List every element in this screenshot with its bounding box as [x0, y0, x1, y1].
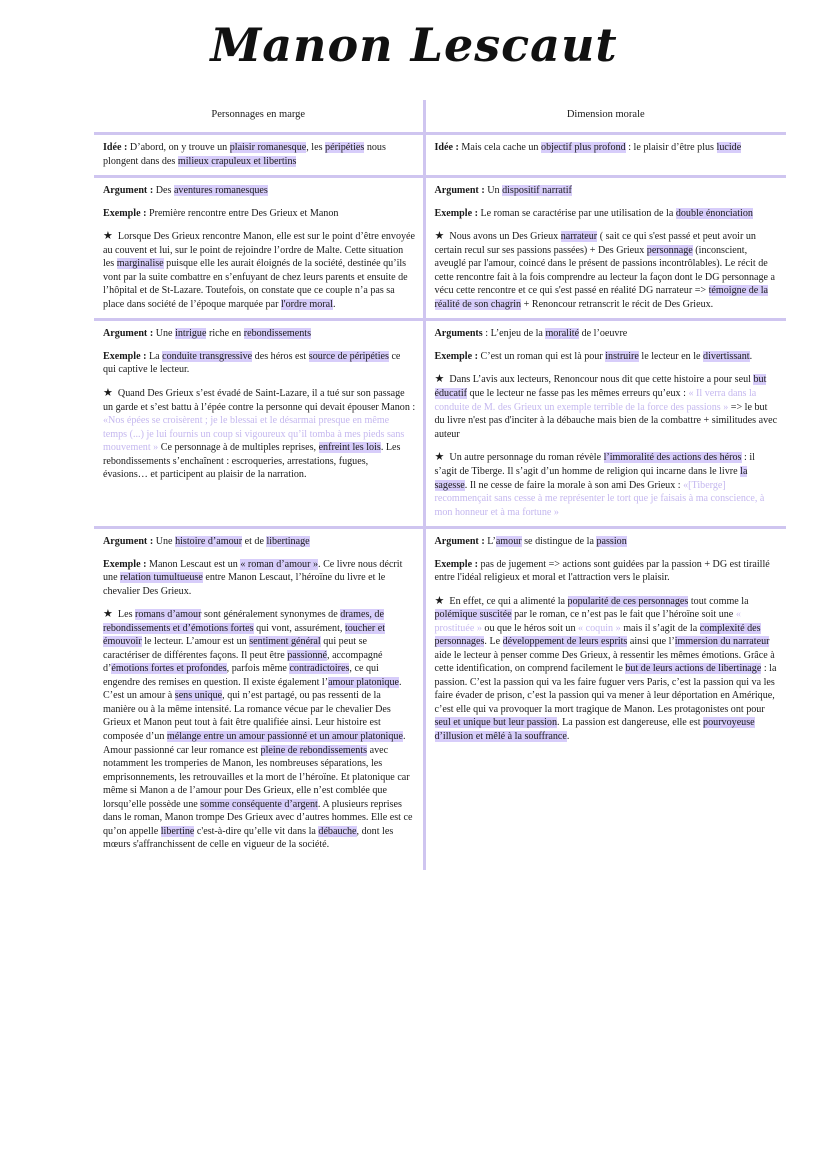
highlighted-text: rebondissements	[243, 328, 312, 340]
field-label: Exemple :	[103, 350, 147, 362]
field-label: Idée :	[434, 142, 459, 154]
text-span: Ce personnage à de multiples reprises,	[158, 442, 319, 454]
text-span: ainsi que l’	[627, 636, 675, 648]
text-span: , les	[306, 142, 326, 154]
text-span: . Ce livre nous décrit une	[103, 558, 403, 584]
text-span: .	[332, 298, 336, 310]
highlighted-text: but de leurs actions de libertinage	[625, 663, 762, 675]
paragraph	[435, 350, 780, 364]
paragraph	[435, 372, 780, 441]
text-span: Un autre personnage du roman révèle	[449, 452, 604, 464]
field-label: Exemple :	[434, 350, 478, 362]
text-span: de l’oeuvre	[579, 328, 628, 340]
highlighted-text: émotions fortes et profondes	[111, 663, 227, 675]
comparison-table	[94, 100, 786, 870]
table-row	[94, 177, 786, 320]
highlighted-text: popularité de ces personnages	[567, 595, 689, 607]
highlighted-text: double énonciation	[675, 207, 753, 219]
paragraph	[103, 184, 416, 198]
text-span: D’abord, on y trouve un	[127, 142, 230, 154]
table-header-row	[94, 100, 786, 134]
paragraph	[435, 450, 780, 519]
highlighted-text: polémique suscitée	[434, 609, 512, 621]
text-span: avec notamment les tromperies de Manon, les nombreuses séparations, les emprisonnements, les retrouvailles et la mort de l’héroïne. Et platonique car même si Manon a de l’amour pour Des Grieux, elle n’est comblée que lorsqu’elle possède une	[103, 744, 410, 810]
paragraph	[103, 327, 416, 341]
highlighted-text: histoire d’amour	[175, 536, 243, 548]
highlighted-text: source de péripéties	[308, 350, 389, 362]
paragraph	[435, 184, 780, 198]
text-span: riche en	[206, 328, 244, 340]
text-span: . Il ne cesse de faire la morale à son ami Des Grieux :	[464, 479, 684, 491]
text-span: Une	[153, 328, 176, 340]
highlighted-text: plaisir romanesque	[229, 142, 307, 154]
text-span: Les	[117, 609, 136, 621]
text-span: , parfois même	[226, 663, 290, 675]
quote: «Nos épées se croisèrent ; je le blessai et le désarmai presque en même temps (...) je lui fournis un coup si vigoureux qu’il tomba à mes pieds sans mouvement »	[103, 415, 405, 454]
text-span: c'est-à-dire qu’elle vit dans la	[194, 825, 319, 837]
page-title: Manon Lescaut	[210, 18, 618, 72]
star-icon: ★	[103, 386, 113, 399]
paragraph	[435, 594, 780, 744]
text-span: aide le lecteur à penser comme Des Grieux, à ressentir les mêmes émotions. Grâce à cette identification, on comprend facilement le	[434, 649, 775, 675]
text-span: se distingue de la	[521, 536, 597, 548]
highlighted-text: la sagesse	[434, 466, 748, 491]
text-span: mais il s’agit de la	[620, 622, 700, 634]
highlighted-text: mélange entre un amour passionné et un amour platonique	[166, 730, 403, 742]
text-span: ce qui captive le lecteur.	[103, 350, 401, 376]
highlighted-text: lucide	[716, 142, 742, 154]
cell-argument-right	[424, 320, 786, 528]
text-span: Dans L’avis aux lecteurs, Renoncour nous dit que cette histoire a pour seul	[449, 374, 754, 386]
field-label: Argument :	[434, 536, 485, 548]
header-left: Personnages en marge	[94, 100, 424, 134]
text-span: Manon Lescaut est un	[146, 558, 241, 570]
highlighted-text: narrateur	[560, 231, 598, 243]
text-span: que le lecteur ne fasse pas les mêmes erreurs qu’eux :	[467, 388, 689, 400]
paragraph	[103, 535, 416, 549]
quote: « prostituée »	[434, 609, 741, 634]
paragraph	[435, 327, 780, 341]
text-span: Mais cela cache un	[458, 142, 542, 154]
text-span: + Renoncour retranscrit le récit de Des Grieux.	[521, 298, 714, 310]
highlighted-text: passionné	[287, 649, 328, 661]
highlighted-text: contradictoires	[289, 663, 350, 675]
paragraph	[435, 229, 780, 311]
highlighted-text: drames, de rebondissements et d’émotions fortes	[103, 609, 384, 634]
highlighted-text: dispositif narratif	[502, 185, 572, 197]
highlighted-text: divertissant	[703, 350, 750, 362]
highlighted-text: milieux crapuleux et libertins	[177, 155, 297, 167]
text-span: Lorsque Des Grieux rencontre Manon, elle est sur le point d’être envoyée au couvent et lui, sur le point de rejoindre l’ordre de Malte. Cette situation les	[103, 231, 416, 270]
field-label: Exemple :	[103, 207, 147, 219]
text-span: le lecteur en le	[638, 350, 704, 362]
table-row	[94, 528, 786, 870]
highlighted-text: témoigne de la réalité de son chagrin	[434, 285, 769, 310]
table-row	[94, 134, 786, 177]
cell-argument-left	[94, 177, 424, 320]
text-span: tout comme la	[688, 595, 749, 607]
text-span: et de	[242, 536, 267, 548]
text-span: , dont les mœurs s'affranchissent de celle en vigueur de la société.	[103, 825, 394, 851]
text-span: C’est un roman qui est là pour	[477, 350, 606, 362]
highlighted-text: « roman d’amour »	[240, 558, 319, 570]
text-span: des héros est	[252, 350, 309, 362]
text-span: sont généralement synonymes de	[201, 609, 341, 621]
highlighted-text: amour	[495, 536, 522, 548]
highlighted-text: but éducatif	[434, 374, 767, 400]
highlighted-text: pleine de rebondissements	[260, 744, 368, 756]
highlighted-text: marginalise	[116, 258, 164, 270]
text-span: ( sait ce qui s'est passé et peut avoir un certain recul sur ses passions passées) + Des Grieux	[434, 231, 756, 256]
text-span: puisque elle les aurait éloignés de la société, destinée qu’ils vont par la suite combattre en s’enfuyant de chez leurs parents et ensuite de l’hôpital et de St-Lazare. Toutefois, on constate que ce couple n’a pas sa place dans société de l’époque marquée par	[103, 258, 408, 310]
highlighted-text: conduite transgressive	[162, 350, 253, 362]
text-span: , ce qui engendre des remises en question. Il existe également l’	[103, 663, 379, 688]
highlighted-text: immersion du narrateur	[674, 636, 770, 648]
paragraph	[103, 386, 416, 482]
star-icon: ★	[434, 230, 445, 243]
quote: «[Tiberge] recommençait sans cesse à me représenter le tort que je faisais à ma conscience, à mon honneur et à ma fortune »	[434, 479, 765, 518]
text-span: , accompagné d’	[103, 649, 383, 675]
star-icon: ★	[434, 594, 445, 607]
star-icon: ★	[434, 451, 445, 464]
highlighted-text: intrigue	[175, 328, 207, 340]
highlighted-text: moralité	[545, 328, 580, 340]
highlighted-text: pourvoyeuse d’illusion et mêlé à la souffrance	[434, 717, 755, 742]
text-span: . C’est un amour à	[103, 676, 402, 702]
highlighted-text: l'ordre moral	[280, 298, 333, 310]
text-span: , qui n’est partagé, ou pas ressenti de la manière ou à la même intensité. La romance vécue par le chevalier Des Grieux et Manon peut tout à fait être qualifiée ainsi. Leur histoire est composée d’un	[103, 690, 391, 742]
text-span: Des	[153, 185, 174, 197]
text-span: pas de jugement => actions sont guidées par la passion + DG est tiraillé entre l'idéal religieux et moral et l'attraction vers le plaisir.	[434, 558, 770, 584]
field-label: Argument :	[103, 328, 154, 340]
highlighted-text: libertine	[160, 825, 195, 837]
text-span: Un	[484, 185, 503, 197]
paragraph	[103, 229, 416, 311]
highlighted-text: l’immoralité des actions des héros	[603, 452, 742, 464]
header-right: Dimension morale	[566, 109, 645, 120]
field-label: Exemple :	[103, 558, 147, 570]
highlighted-text: complexité des personnages	[434, 622, 761, 648]
text-span: Première rencontre entre Des Grieux et Manon	[146, 207, 339, 219]
field-label: Arguments	[434, 328, 483, 340]
highlighted-text: personnage	[646, 244, 693, 256]
text-span: par le roman, ce n’est pas le fait que l’héroïne soit une	[511, 609, 736, 621]
field-label: Exemple :	[434, 558, 478, 570]
text-span: qui peut se caractériser de différentes façons. Il peut être	[103, 636, 367, 661]
highlighted-text: relation tumultueuse	[120, 572, 203, 584]
field-label: Exemple :	[434, 207, 478, 219]
text-span: entre Manon Lescaut, l’héroïne du livre et le chevalier Des Grieux.	[103, 572, 386, 597]
paragraph	[435, 558, 780, 585]
paragraph	[435, 535, 780, 549]
highlighted-text: aventures romanesques	[173, 185, 268, 197]
star-icon: ★	[434, 373, 445, 386]
quote: « Il verra dans la conduite de M. des Grieux un exemple terrible de la force des passions »	[434, 388, 757, 413]
text-span: . Amour passionné car leur romance est	[103, 730, 406, 756]
cell-argument-left	[94, 528, 424, 870]
text-span: En effet, ce qui a alimenté la	[449, 595, 568, 607]
highlighted-text: sens unique	[174, 690, 223, 702]
highlighted-text: amour platonique	[328, 676, 399, 688]
text-span: .	[566, 730, 570, 742]
highlighted-text: passion	[596, 536, 627, 548]
highlighted-text: sentiment général	[249, 636, 321, 648]
text-span: Le roman se caractérise par une utilisation de la	[477, 207, 676, 219]
table-row	[94, 320, 786, 528]
cell-idea-right	[424, 134, 786, 177]
paragraph	[103, 607, 416, 852]
highlighted-text: développement de leurs esprits	[502, 636, 628, 648]
text-span: La	[146, 350, 163, 362]
text-span: : il s’agit de Tiberge. Il s’agit d’un homme de religion qui incarne dans le livre	[434, 452, 755, 477]
text-span: . La passion est dangereuse, elle est	[557, 717, 704, 729]
text-span: Quand Des Grieux s’est évadé de Saint-Lazare, il a tué sur son passage un garde et s’est battu à l’épée contre la personne qui devait épouser Manon :	[103, 387, 416, 413]
text-span: : L’enjeu de la	[482, 328, 546, 340]
text-span: . A plusieurs reprises dans le roman, Manon trompe Des Grieux avec d’autres hommes. Elle est ce qu’on appelle	[103, 798, 413, 837]
text-span: : le plaisir d’être plus	[625, 142, 717, 154]
text-span: L’	[484, 536, 496, 548]
paragraph	[103, 141, 416, 168]
highlighted-text: débauche	[318, 825, 357, 837]
highlighted-text: enfreint les lois	[318, 442, 381, 454]
text-span: ou que le héros soit un	[481, 622, 579, 634]
highlighted-text: instruire	[605, 350, 639, 362]
text-span: nous plongent dans des	[103, 142, 386, 167]
star-icon: ★	[103, 608, 113, 621]
text-span: Une	[153, 536, 176, 548]
field-label: Argument :	[103, 536, 154, 548]
highlighted-text: objectif plus profond	[541, 142, 626, 154]
text-span: .	[749, 350, 753, 362]
highlighted-text: seul et unique but leur passion	[434, 717, 558, 729]
highlighted-text: romans d’amour	[135, 609, 202, 621]
quote: « coquin »	[578, 622, 621, 634]
paragraph	[103, 207, 416, 221]
paragraph	[103, 350, 416, 377]
cell-argument-right	[424, 177, 786, 320]
highlighted-text: somme conséquente d’argent	[200, 798, 318, 810]
text-span: . Le	[484, 636, 503, 648]
cell-idea-left	[94, 134, 424, 177]
highlighted-text: libertinage	[266, 536, 310, 548]
cell-argument-left	[94, 320, 424, 528]
field-label: Argument :	[103, 185, 154, 197]
text-span: Nous avons un Des Grieux	[449, 231, 561, 243]
paragraph	[435, 207, 780, 221]
star-icon: ★	[103, 230, 113, 243]
highlighted-text: péripéties	[325, 142, 365, 154]
field-label: Idée :	[103, 142, 128, 154]
text-span: : la passion. C’est la passion qui va les faire fuguer vers Paris, c’est la passion qui va les faire évader de prison, c’est la passion qui va mener à leur déportation en Amérique, c’est elle qui va provoquer la mort tragique de Manon. Les protagonistes ont pour	[434, 663, 777, 715]
text-span: qui vont, assurément,	[253, 622, 345, 634]
highlighted-text: toucher et émouvoir	[103, 622, 386, 648]
text-span: => le but du livre n'est pas d'inciter à la débauche mais bien de la combattre + similitudes avec auteur	[434, 401, 778, 440]
cell-argument-right	[424, 528, 786, 870]
paragraph	[103, 558, 416, 599]
text-span: . Les rebondissements s’enchaînent : escroqueries, arrestations, fugues, évasions… et participent au plaisir de la narration.	[103, 442, 401, 481]
text-span: (inconscient, aveuglé par l'amour, coincé dans le présent de passions incontrôlables). Le récit de cette rencontre fait à la fois comprendre au lecteur la façon dont le DG personnage a vécu cette rencontre et ce qui s'est passé en réalité DG narrateur =>	[434, 244, 776, 297]
field-label: Argument :	[434, 185, 485, 197]
text-span: le lecteur. L’amour est un	[141, 636, 250, 648]
paragraph	[435, 141, 780, 155]
